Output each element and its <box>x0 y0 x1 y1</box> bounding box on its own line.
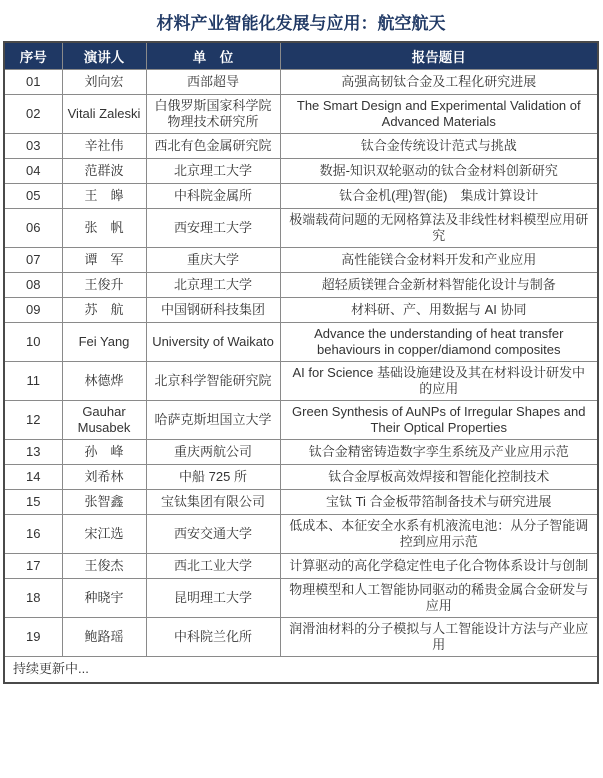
footer-note: 持续更新中... <box>4 657 598 683</box>
organization-cell: 西北工业大学 <box>146 554 280 579</box>
table-row <box>4 95 598 134</box>
speaker-cell: 林德烨 <box>62 362 146 401</box>
speaker-cell: 谭 军 <box>62 248 146 273</box>
header-number: 序号 <box>4 42 62 70</box>
speaker-cell: 鲍路瑶 <box>62 618 146 657</box>
page <box>0 9 603 684</box>
organization-cell: 西安交通大学 <box>146 515 280 554</box>
speaker-cell: 种晓宇 <box>62 579 146 618</box>
report-title-cell: 数据-知识双轮驱动的钛合金材料创新研究 <box>280 159 598 184</box>
organization-cell: 北京理工大学 <box>146 159 280 184</box>
row-number-cell: 05 <box>4 184 62 209</box>
table-row <box>4 465 598 490</box>
row-number-cell: 13 <box>4 440 62 465</box>
speaker-cell: 宋江选 <box>62 515 146 554</box>
row-number-cell: 02 <box>4 95 62 134</box>
report-title-cell: 材料研、产、用数据与 AI 协同 <box>280 298 598 323</box>
header-report-title: 报告题目 <box>280 42 598 70</box>
row-number-cell: 06 <box>4 209 62 248</box>
report-title-cell: AI for Science 基础设施建设及其在材料设计研发中的应用 <box>280 362 598 401</box>
speaker-cell: 王 皞 <box>62 184 146 209</box>
table-row <box>4 248 598 273</box>
report-title-cell: 极端载荷问题的无网格算法及非线性材料模型应用研究 <box>280 209 598 248</box>
speaker-cell: Vitali Zaleski <box>62 95 146 134</box>
report-title-cell: 钛合金厚板高效焊接和智能化控制技术 <box>280 465 598 490</box>
row-number-cell: 01 <box>4 70 62 95</box>
report-title-cell: 钛合金精密铸造数字孪生系统及产业应用示范 <box>280 440 598 465</box>
table-row <box>4 554 598 579</box>
row-number-cell: 03 <box>4 134 62 159</box>
organization-cell: University of Waikato <box>146 323 280 362</box>
table-row <box>4 134 598 159</box>
table-body <box>4 70 598 657</box>
organization-cell: 西安理工大学 <box>146 209 280 248</box>
organization-cell: 宝钛集团有限公司 <box>146 490 280 515</box>
row-number-cell: 08 <box>4 273 62 298</box>
row-number-cell: 11 <box>4 362 62 401</box>
report-title-cell: 计算驱动的高化学稳定性电子化合物体系设计与创制 <box>280 554 598 579</box>
table-row <box>4 159 598 184</box>
report-title-cell: 高强高韧钛合金及工程化研究进展 <box>280 70 598 95</box>
speaker-cell: 范群波 <box>62 159 146 184</box>
row-number-cell: 10 <box>4 323 62 362</box>
row-number-cell: 19 <box>4 618 62 657</box>
table-row <box>4 618 598 657</box>
report-title-cell: 高性能镁合金材料开发和产业应用 <box>280 248 598 273</box>
report-title-cell: 宝钛 Ti 合金板带箔制备技术与研究进展 <box>280 490 598 515</box>
table-row <box>4 490 598 515</box>
speaker-cell: 张智鑫 <box>62 490 146 515</box>
page-title: 材料产业智能化发展与应用：航空航天 <box>156 14 446 33</box>
row-number-cell: 07 <box>4 248 62 273</box>
table-row <box>4 401 598 440</box>
header-speaker: 演讲人 <box>62 42 146 70</box>
report-title-cell: Advance the understanding of heat transfer behaviours in copper/diamond composites <box>280 323 598 362</box>
speaker-cell: 刘希林 <box>62 465 146 490</box>
speaker-cell: 张 帆 <box>62 209 146 248</box>
speaker-cell: 孙 峰 <box>62 440 146 465</box>
organization-cell: 中科院兰化所 <box>146 618 280 657</box>
report-title-cell: 超轻质镁锂合金新材料智能化设计与制备 <box>280 273 598 298</box>
organization-cell: 中国钢研科技集团 <box>146 298 280 323</box>
speaker-cell: 王俊升 <box>62 273 146 298</box>
organization-cell: 重庆大学 <box>146 248 280 273</box>
report-title-cell: 钛合金传统设计范式与挑战 <box>280 134 598 159</box>
speaker-cell: 苏 航 <box>62 298 146 323</box>
agenda-table <box>3 41 599 684</box>
organization-cell: 西北有色金属研究院 <box>146 134 280 159</box>
row-number-cell: 04 <box>4 159 62 184</box>
table-row <box>4 579 598 618</box>
speaker-cell: Gauhar Musabek <box>62 401 146 440</box>
row-number-cell: 15 <box>4 490 62 515</box>
table-row <box>4 323 598 362</box>
speaker-cell: 王俊杰 <box>62 554 146 579</box>
report-title-cell: Green Synthesis of AuNPs of Irregular Shapes and Their Optical Properties <box>280 401 598 440</box>
table-row <box>4 440 598 465</box>
table-row <box>4 184 598 209</box>
row-number-cell: 18 <box>4 579 62 618</box>
report-title-cell: 钛合金机(理)智(能) 集成计算设计 <box>280 184 598 209</box>
row-number-cell: 17 <box>4 554 62 579</box>
table-row <box>4 70 598 95</box>
speaker-cell: Fei Yang <box>62 323 146 362</box>
row-number-cell: 16 <box>4 515 62 554</box>
organization-cell: 北京理工大学 <box>146 273 280 298</box>
organization-cell: 昆明理工大学 <box>146 579 280 618</box>
speaker-cell: 刘向宏 <box>62 70 146 95</box>
organization-cell: 北京科学智能研究院 <box>146 362 280 401</box>
row-number-cell: 09 <box>4 298 62 323</box>
row-number-cell: 14 <box>4 465 62 490</box>
organization-cell: 重庆两航公司 <box>146 440 280 465</box>
table-row <box>4 273 598 298</box>
organization-cell: 西部超导 <box>146 70 280 95</box>
speaker-cell: 辛社伟 <box>62 134 146 159</box>
report-title-cell: 物理模型和人工智能协同驱动的稀贵金属合金研发与应用 <box>280 579 598 618</box>
report-title-cell: The Smart Design and Experimental Validation of Advanced Materials <box>280 95 598 134</box>
row-number-cell: 12 <box>4 401 62 440</box>
footer-row <box>4 657 598 683</box>
organization-cell: 白俄罗斯国家科学院物理技术研究所 <box>146 95 280 134</box>
table-row <box>4 515 598 554</box>
report-title-cell: 低成本、本征安全水系有机液流电池：从分子智能调控到应用示范 <box>280 515 598 554</box>
organization-cell: 哈萨克斯坦国立大学 <box>146 401 280 440</box>
header-row <box>4 42 598 70</box>
organization-cell: 中船 725 所 <box>146 465 280 490</box>
header-organization: 单 位 <box>146 42 280 70</box>
table-row <box>4 209 598 248</box>
table-row <box>4 298 598 323</box>
organization-cell: 中科院金属所 <box>146 184 280 209</box>
report-title-cell: 润滑油材料的分子模拟与人工智能设计方法与产业应用 <box>280 618 598 657</box>
table-row <box>4 362 598 401</box>
